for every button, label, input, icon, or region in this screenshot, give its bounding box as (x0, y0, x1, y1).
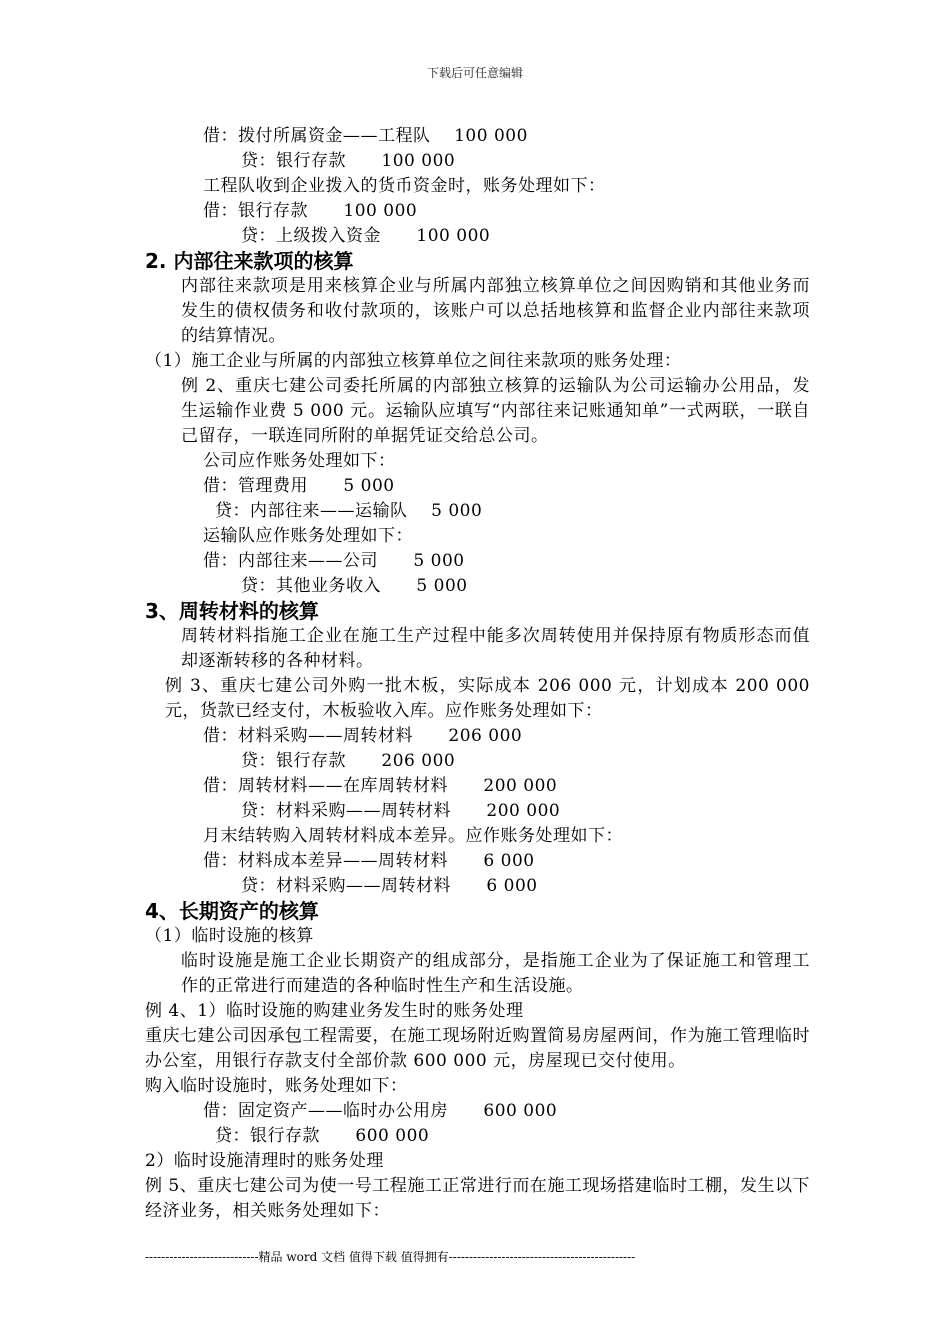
section-heading: 3、周转材料的核算 (145, 599, 319, 623)
page-footer: ----------------------------精品 word 文档 值得下载 值得拥有---------------------------------------------- (145, 1250, 636, 1264)
text-line: 购入临时设施时，账务处理如下： (145, 1076, 408, 1096)
text-line: （1）临时设施的核算 (145, 926, 314, 946)
text-line: 借：固定资产——临时办公用房 600 000 (203, 1101, 558, 1121)
text-line: 例 5、重庆七建公司为使一号工程施工正常进行而在施工现场搭建临时工棚，发生以下经济业务，相关账务处理如下： (145, 1176, 810, 1221)
section-heading: 4、长期资产的核算 (145, 899, 319, 923)
text-line: 贷：上级拨入资金 100 000 (241, 226, 491, 246)
text-line: 借：材料采购——周转材料 206 000 (203, 726, 523, 746)
text-line: 公司应作账务处理如下： (203, 451, 396, 471)
text-line: 月末结转购入周转材料成本差异。应作账务处理如下： (203, 826, 623, 846)
text-line: 工程队收到企业拨入的货币资金时，账务处理如下： (203, 176, 606, 196)
text-line: 重庆七建公司因承包工程需要，在施工现场附近购置简易房屋两间，作为施工管理临时办公室，用银行存款支付全部价款 600 000 元，房屋现已交付使用。 (145, 1026, 810, 1071)
text-line: 贷：银行存款 100 000 (241, 151, 456, 171)
text-line: 贷：材料采购——周转材料 6 000 (241, 876, 538, 896)
text-line: 2）临时设施清理时的账务处理 (145, 1151, 384, 1171)
text-line: 内部往来款项是用来核算企业与所属内部独立核算单位之间因购销和其他业务而发生的债权债务和收付款项的，该账户可以总括地核算和监督企业内部往来款项的结算情况。 (181, 276, 810, 346)
text-line: 贷：银行存款 206 000 (241, 751, 456, 771)
text-line: 贷：银行存款 600 000 (215, 1126, 430, 1146)
text-line: 例 3、重庆七建公司外购一批木板，实际成本 206 000 元，计划成本 200 000 元，货款已经支付，木板验收入库。应作账务处理如下： (165, 676, 810, 721)
page-header: 下载后可任意编辑 (426, 66, 523, 80)
text-line: 临时设施是施工企业长期资产的组成部分，是指施工企业为了保证施工和管理工作的正常进行而建造的各种临时性生产和生活设施。 (181, 951, 810, 996)
text-line: 借：内部往来——公司 5 000 (203, 551, 465, 571)
text-line: 借：银行存款 100 000 (203, 201, 418, 221)
text-line: 借：材料成本差异——周转材料 6 000 (203, 851, 535, 871)
text-line: 运输队应作账务处理如下： (203, 526, 413, 546)
text-line: （1）施工企业与所属的内部独立核算单位之间往来款项的账务处理： (145, 351, 682, 371)
document-body (145, 124, 810, 1224)
text-line: 借：周转材料——在库周转材料 200 000 (203, 776, 558, 796)
text-line: 贷：内部往来——运输队 5 000 (215, 501, 483, 521)
text-line: 周转材料指施工企业在施工生产过程中能多次周转使用并保持原有物质形态而值却逐渐转移的各种材料。 (181, 626, 810, 671)
text-line: 借：管理费用 5 000 (203, 476, 395, 496)
text-line: 贷：材料采购——周转材料 200 000 (241, 801, 561, 821)
text-line: 例 2、重庆七建公司委托所属的内部独立核算的运输队为公司运输办公用品，发生运输作业费 5 000 元。运输队应填写“内部往来记账通知单”一式两联，一联自己留存，一联连同所附的单据凭证交给总公司。 (181, 376, 810, 446)
section-heading: 2. 内部往来款项的核算 (145, 249, 354, 273)
text-line: 贷：其他业务收入 5 000 (241, 576, 468, 596)
text-line: 借：拨付所属资金——工程队 100 000 (203, 126, 528, 146)
text-line: 例 4、1）临时设施的购建业务发生时的账务处理 (145, 1001, 524, 1021)
